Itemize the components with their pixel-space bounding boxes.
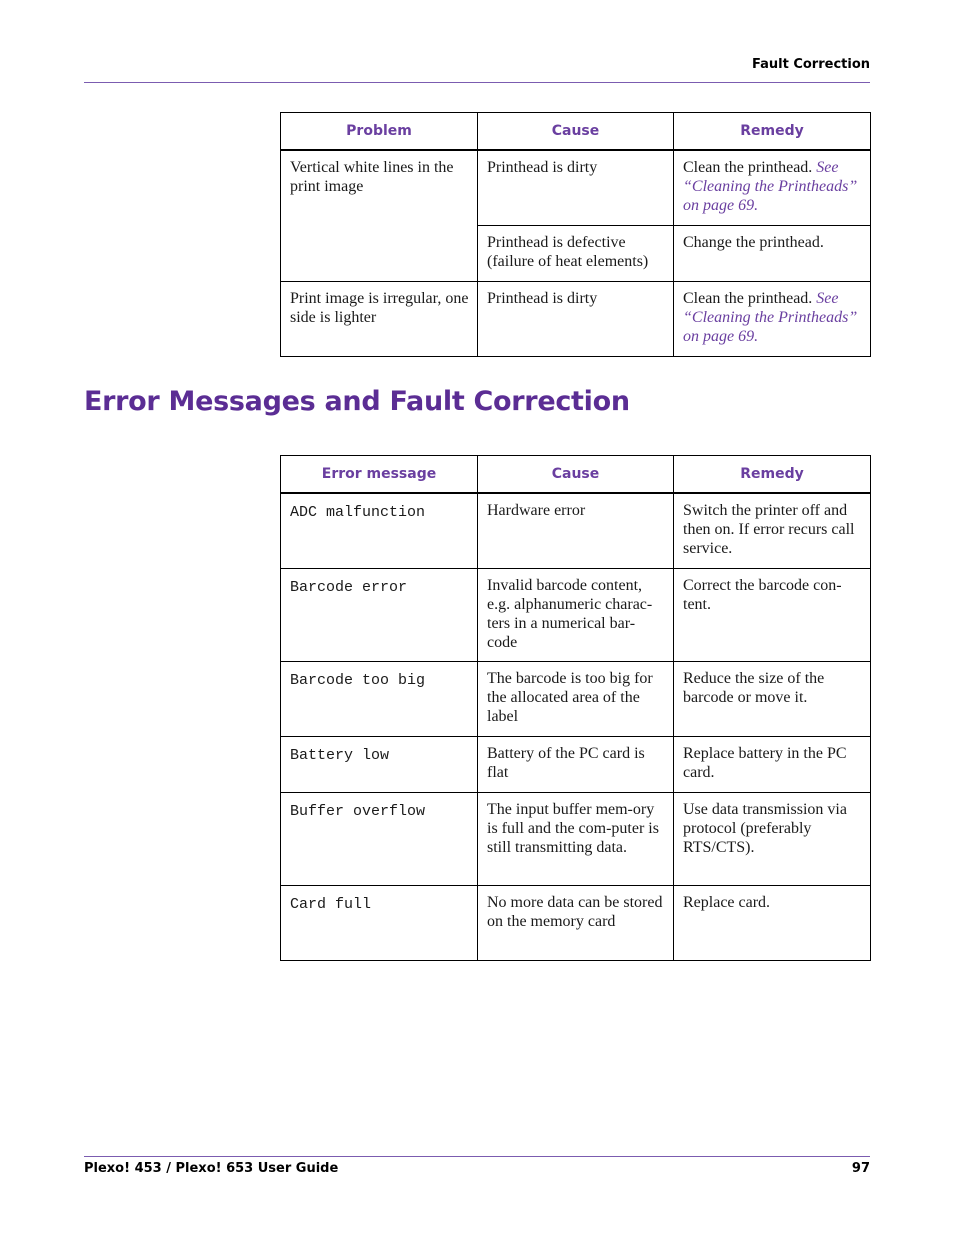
- footer-rule: [84, 1156, 870, 1157]
- column-header-cause: Cause: [478, 456, 674, 494]
- table-row: [281, 792, 871, 885]
- cause-cell: Printhead is defective (failure of heat elements): [478, 225, 674, 281]
- column-header-problem: Problem: [281, 113, 478, 151]
- section-title: Error Messages and Fault Correction: [84, 386, 630, 417]
- error-message-cell: Card full: [281, 885, 478, 960]
- cause-cell: Battery of the PC card is flat: [478, 736, 674, 792]
- cause-cell: The barcode is too big for the allocated area of the label: [478, 661, 674, 736]
- cross-reference-link[interactable]: See “Cleaning the Printheads” on page 69.: [683, 159, 858, 214]
- table-row: [281, 885, 871, 960]
- table-row: [281, 493, 871, 568]
- table-header-row: [281, 456, 871, 494]
- column-header-remedy: Remedy: [674, 113, 871, 151]
- table-row: [281, 661, 871, 736]
- footer-document-title: Plexo! 453 / Plexo! 653 User Guide: [84, 1161, 339, 1176]
- remedy-text: Clean the printhead.: [683, 159, 813, 176]
- remedy-cell: Use data transmission via protocol (preferably RTS/CTS).: [674, 792, 871, 885]
- remedy-cell: [674, 281, 871, 356]
- error-message-cell: Barcode too big: [281, 661, 478, 736]
- error-message-cell: Barcode error: [281, 568, 478, 661]
- remedy-cell: Change the printhead.: [674, 225, 871, 281]
- table-row: [281, 150, 871, 225]
- cause-cell: Invalid barcode content, e.g. alphanumeric charac-ters in a numerical bar-code: [478, 568, 674, 661]
- column-header-cause: Cause: [478, 113, 674, 151]
- error-message-table: [280, 455, 871, 961]
- table-row: [281, 568, 871, 661]
- cause-cell: Hardware error: [478, 493, 674, 568]
- header-rule: [84, 82, 870, 83]
- remedy-cell: Reduce the size of the barcode or move it.: [674, 661, 871, 736]
- error-message-cell: Battery low: [281, 736, 478, 792]
- cause-cell: The input buffer mem-ory is full and the com-puter is still transmitting data.: [478, 792, 674, 885]
- table-row: [281, 736, 871, 792]
- remedy-cell: Replace card.: [674, 885, 871, 960]
- column-header-error-message: Error message: [281, 456, 478, 494]
- page-number: 97: [851, 1161, 870, 1176]
- running-header: Fault Correction: [751, 57, 870, 72]
- cause-cell: Printhead is dirty: [478, 150, 674, 225]
- problem-cell: Print image is irregular, one side is lighter: [281, 281, 478, 356]
- remedy-text: Clean the printhead.: [683, 289, 813, 307]
- remedy-cell: Replace battery in the PC card.: [674, 736, 871, 792]
- cross-reference-link[interactable]: See “Cleaning the Printheads” on page 69.: [683, 289, 858, 345]
- problem-table: [280, 112, 871, 357]
- column-header-remedy: Remedy: [674, 456, 871, 494]
- remedy-cell: Correct the barcode con-tent.: [674, 568, 871, 661]
- table-header-row: [281, 113, 871, 151]
- remedy-cell: Switch the printer off and then on. If error recurs call service.: [674, 493, 871, 568]
- table-row: [281, 281, 871, 356]
- remedy-cell: [674, 150, 871, 225]
- problem-cell: Vertical white lines in the print image: [281, 150, 478, 281]
- cause-cell: No more data can be stored on the memory card: [478, 885, 674, 960]
- error-message-cell: ADC malfunction: [281, 493, 478, 568]
- error-message-cell: Buffer overflow: [281, 792, 478, 885]
- cause-cell: Printhead is dirty: [478, 281, 674, 356]
